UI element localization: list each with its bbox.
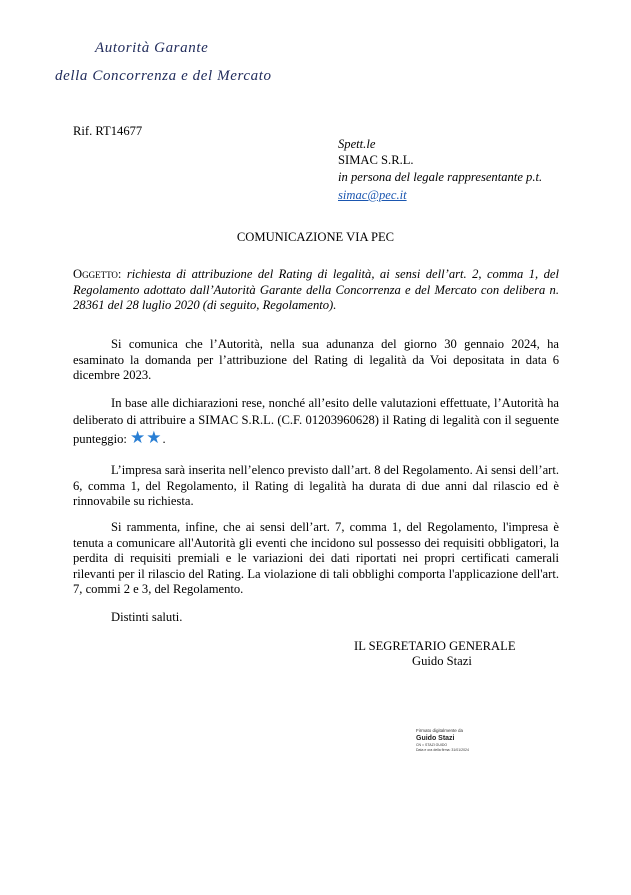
digital-signature-name: Guido Stazi bbox=[416, 735, 455, 742]
closing-salutation: Distinti saluti. bbox=[111, 610, 183, 624]
recipient-email-link[interactable]: simac@pec.it bbox=[338, 188, 407, 202]
paragraph-2-text: In base alle dichiarazioni rese, nonché all’esito delle valutazioni effettuate, l’Autorità ha deliberato di attribuire a SIMAC S.R.L. (C.F. 01203960628) il Rating di legalità con il seguente punteggio: bbox=[73, 396, 559, 446]
subject-paragraph bbox=[73, 267, 559, 314]
digital-signature-line1: Firmato digitalmente da bbox=[416, 728, 464, 733]
signature-title: IL SEGRETARIO GENERALE bbox=[354, 639, 516, 653]
letterhead-line2: della Concorrenza e del Mercato bbox=[55, 68, 272, 84]
reference-number: Rif. RT14677 bbox=[73, 124, 143, 138]
recipient-representative: in persona del legale rappresentante p.t. bbox=[338, 170, 543, 184]
letterhead-line1: Autorità Garante bbox=[95, 40, 209, 56]
digital-signature-line4: Data e ora della firma: 31/01/2024 bbox=[416, 747, 469, 752]
paragraph-2 bbox=[73, 395, 559, 448]
digital-signature-line3: CN = STAZI GUIDO bbox=[416, 743, 448, 747]
digital-signature-stamp bbox=[416, 728, 526, 752]
paragraph-2-end: . bbox=[162, 432, 166, 446]
rating-stars-icon: ★★ bbox=[130, 428, 163, 447]
paragraph-1: Si comunica che l’Autorità, nella sua adunanza del giorno 30 gennaio 2024, ha esaminato la domanda per l’attribuzione del Rating di legalità da Voi depositata in data 6 dicembre 2023. bbox=[73, 337, 559, 382]
subject-text: richiesta di attribuzione del Rating di legalità, ai sensi dell’art. 2, comma 1, del Regolamento adottato dall’Autorità Garante della Concorrenza e del Mercato con delibera n. 28361 del 28 luglio 2020 (di seguito, Regolamento). bbox=[73, 267, 559, 312]
recipient-salutation: Spett.le bbox=[338, 137, 376, 151]
paragraph-3: L’impresa sarà inserita nell’elenco previsto dall’art. 8 del Regolamento. Ai sensi dell’art. 6, comma 1, del Regolamento, il Rating di legalità ha durata di due anni dal rilascio ed è rinnovabile su richiesta. bbox=[73, 463, 559, 508]
subject-label: Oggetto: bbox=[73, 267, 122, 281]
signature-name: Guido Stazi bbox=[412, 654, 472, 668]
paragraph-4: Si rammenta, infine, che ai sensi dell’art. 7, comma 1, del Regolamento, l'impresa è tenuta a comunicare all'Autorità gli eventi che incidono sul possesso dei requisiti obbligatori, la perdita di requisiti premiali e le variazioni dei dati riportati nei propri certificati camerali rilevanti per il rilascio del Rating. La violazione di tali obblighi comporta l'applicazione dell'art. 7, commi 2 e 3, del Regolamento. bbox=[73, 520, 559, 596]
document-heading: COMUNICAZIONE VIA PEC bbox=[236, 230, 395, 244]
recipient-company: SIMAC S.R.L. bbox=[338, 153, 414, 167]
